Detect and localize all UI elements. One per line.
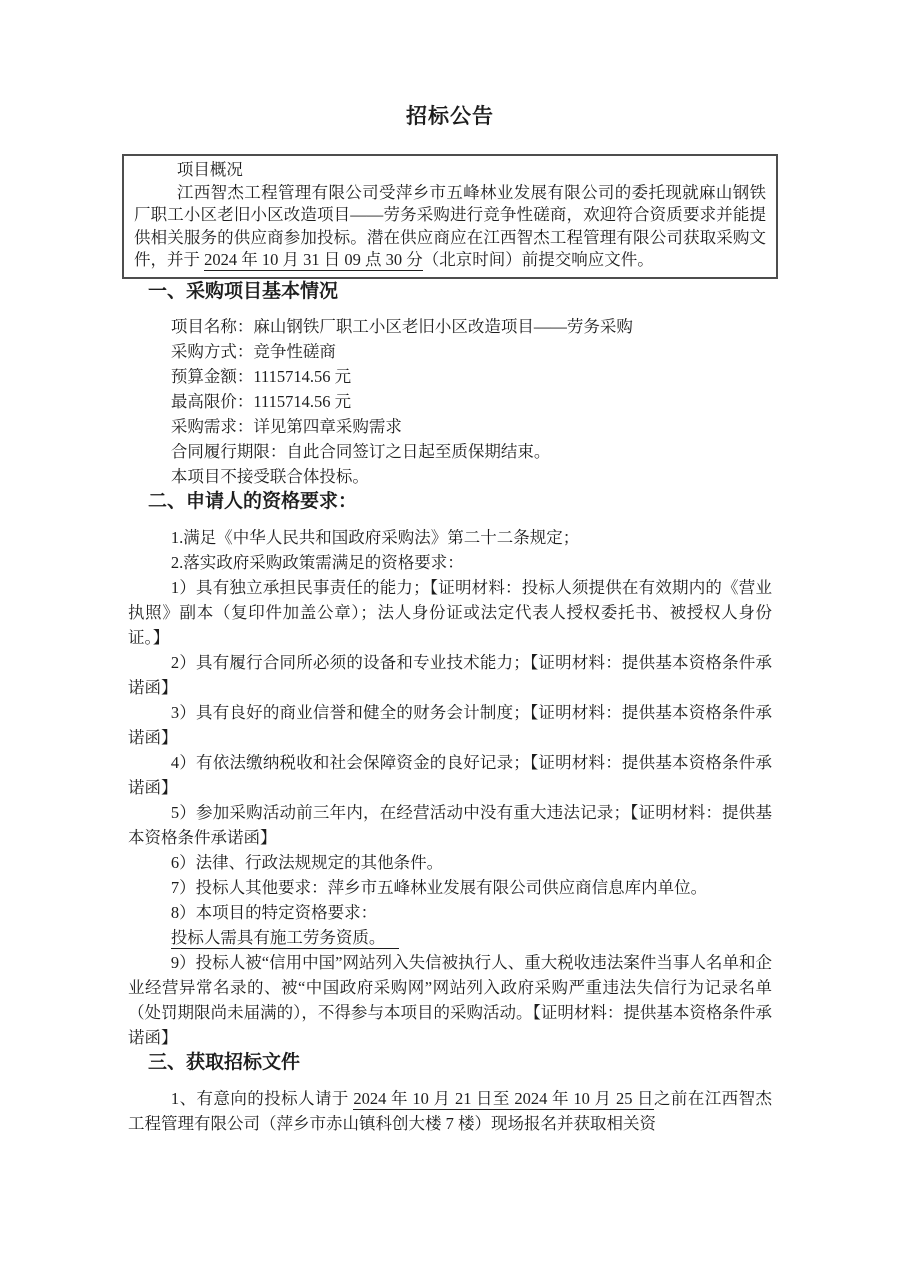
qualification-paragraph: 2）具有履行合同所必须的设备和专业技术能力；【证明材料：提供基本资格条件承诺函】 (128, 652, 772, 697)
obtain-documents-paragraph (128, 1086, 772, 1136)
section-basic-info-heading: 一、采购项目基本情况 (148, 280, 339, 302)
overview-paragraph (134, 182, 766, 272)
basic-info-item-budget: 预算金额：1115714.56 元 (170, 366, 352, 386)
document-content (128, 154, 772, 1136)
basic-info-list (128, 314, 772, 489)
qualification-paragraph: 3）具有良好的商业信誉和健全的财务会计制度；【证明材料：提供基本资格条件承诺函】 (128, 702, 772, 747)
qualification-paragraph: 7）投标人其他要求：萍乡市五峰林业发展有限公司供应商信息库内单位。 (170, 877, 708, 897)
page-title: 招标公告 (406, 104, 494, 128)
basic-info-item-contract-period: 合同履行期限：自此合同签订之日起至质保期结束。 (170, 441, 551, 461)
basic-info-item-no-consortium: 本项目不接受联合体投标。 (170, 466, 369, 486)
credit-china-paragraph: 9）投标人被“信用中国”网站列入失信被执行人、重大税收违法案件当事人名单和企业经营异常名录的、被“中国政府采购网”网站列入政府采购严重违法失信行为记录名单（处罚期限尚未届满的），不得参与本项目的采购活动。【证明材料：提供基本资格条件承诺函】 (128, 952, 772, 1047)
basic-info-item-procurement-method: 采购方式：竞争性磋商 (170, 341, 336, 361)
section-obtain-documents-heading: 三、获取招标文件 (148, 1051, 301, 1073)
qualification-paragraph: 6）法律、行政法规规定的其他条件。 (170, 852, 444, 872)
special-requirement-underlined: 投标人需具有施工劳务资质。 (171, 928, 400, 949)
qualification-paragraph: 1.满足《中华人民共和国政府采购法》第二十二条规定； (170, 527, 580, 547)
registration-date-range-underlined: 2024 年 10 月 21 日至 2024 年 10 月 25 日 (353, 1088, 654, 1108)
special-requirement-line (128, 925, 772, 950)
qualification-paragraph: 2.落实政府采购政策需满足的资格要求： (170, 552, 464, 572)
section-qualifications-heading: 二、申请人的资格要求： (148, 490, 358, 512)
submission-deadline-underlined: 2024 年 10 月 31 日 09 点 30 分 (204, 250, 423, 269)
overview-heading: 项目概况 (176, 160, 243, 179)
obtain-text-end: 之前在江西智杰工程管理有限公司（萍乡市赤山镇科创大楼 7 楼）现场报名并获取相关资 (128, 1088, 773, 1133)
qualification-paragraph: 5）参加采购活动前三年内，在经营活动中没有重大违法记录；【证明材料：提供基本资格条件承诺函】 (128, 802, 772, 847)
qualifications-list (128, 525, 772, 1050)
qualification-paragraph: 8）本项目的特定资格要求： (170, 902, 378, 922)
basic-info-item-project-name: 项目名称：麻山钢铁厂职工小区老旧小区改造项目——劳务采购 (170, 316, 633, 336)
basic-info-item-price-ceiling: 最高限价：1115714.56 元 (170, 391, 352, 411)
basic-info-item-requirements: 采购需求：详见第四章采购需求 (170, 416, 402, 436)
obtain-documents-body (128, 1086, 772, 1136)
overview-text-start: 江西智杰工程管理有限公司受萍乡市五峰林业发展有限公司的委托现就麻山钢铁厂职工小区老旧小区改造项目——劳务采购进行竞争性磋商，欢迎符合资质要求并能提供相关服务的供应商参加投标。潜在供应商应在江西智杰工程管理有限公司获取采购文件，并于 (134, 182, 766, 269)
overview-text-end: （北京时间）前提交响应文件。 (422, 250, 654, 269)
qualification-paragraph: 1）具有独立承担民事责任的能力；【证明材料：投标人须提供在有效期内的《营业执照》副本（复印件加盖公章）；法人身份证或法定代表人授权委托书、被授权人身份证。】 (128, 577, 772, 647)
qualification-paragraph: 4）有依法缴纳税收和社会保障资金的良好记录；【证明材料：提供基本资格条件承诺函】 (128, 752, 772, 797)
obtain-text-start: 1、有意向的投标人请于 (170, 1088, 354, 1108)
project-overview-box (122, 154, 778, 279)
